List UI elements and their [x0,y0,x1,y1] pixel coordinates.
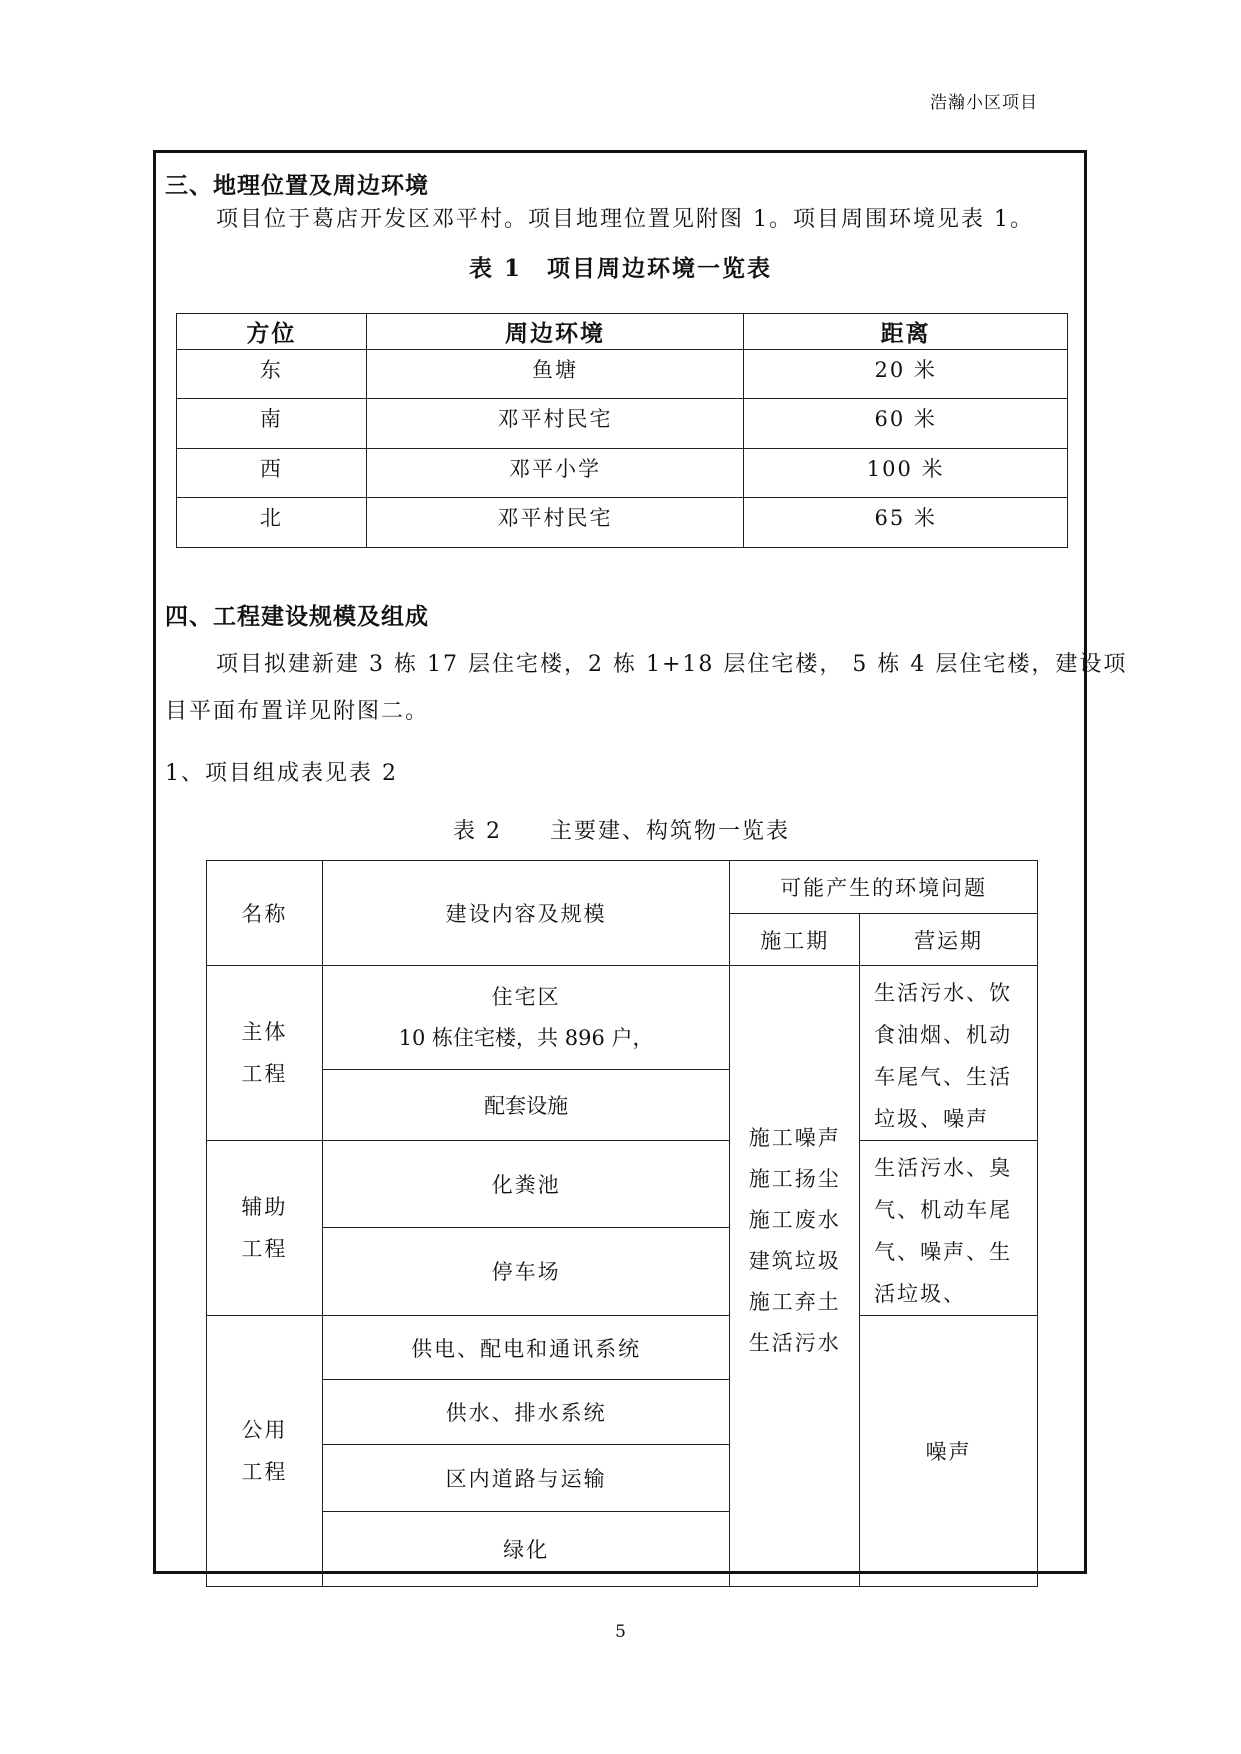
construction-issue: 生活污水 [748,1331,841,1355]
residential-area-detail: 10 栋住宅楼，共 896 户， [398,1025,654,1050]
aux-works-name-line1: 辅助 [241,1195,288,1219]
section3-text: 项目位于葛店开发区邓平村。项目地理位置见附图 1。项目周围环境见表 1。 [216,207,1034,232]
public-works-operation-cell: 噪声 [860,1316,1038,1587]
main-works-operation-cell [860,966,1038,1141]
table2-header-operation: 营运期 [860,914,1038,966]
table1-header-distance: 距离 [744,314,1068,350]
table-cell: 20 米 [744,350,1068,399]
residential-area-cell [322,966,729,1070]
main-works-name-line1: 主体 [241,1020,288,1044]
residential-area-title: 住宅区 [491,984,561,1009]
construction-issue: 施工噪声 [748,1126,841,1150]
main-works-name [207,966,323,1141]
table-cell: 西 [177,449,367,498]
table-cell: 鱼塘 [366,350,744,399]
table1-header-direction: 方位 [177,314,367,350]
table-cell: 65 米 [744,498,1068,548]
table2-header-name: 名称 [207,861,323,966]
construction-issue: 施工废水 [748,1208,841,1232]
greening-cell: 绿化 [322,1512,729,1587]
header-project-name: 浩瀚小区项目 [930,93,1038,113]
section4-title: 四、工程建设规模及组成 [165,603,429,630]
table-row [177,350,1068,399]
table2-header-content: 建设内容及规模 [322,861,729,966]
table-cell: 北 [177,498,367,548]
construction-issues-cell [730,966,860,1587]
public-works-name [207,1316,323,1587]
table-cell: 邓平小学 [366,449,744,498]
aux-works-operation-cell [860,1141,1038,1316]
page-number: 5 [615,1622,626,1642]
section4-text-line2: 目平面布置详见附图二。 [165,699,430,724]
table-row [177,449,1068,498]
surroundings-table [176,313,1068,548]
construction-issue: 施工扬尘 [748,1167,841,1191]
table-cell: 100 米 [744,449,1068,498]
operation-line: 气、噪声、生 [874,1240,1013,1264]
structures-table [206,860,1038,1587]
construction-issue: 施工弃土 [748,1290,841,1314]
septic-tank-cell: 化粪池 [322,1141,729,1228]
supporting-facilities-cell: 配套设施 [322,1070,729,1141]
operation-line: 气、机动车尾 [874,1198,1013,1222]
public-works-name-line1: 公用 [241,1418,288,1442]
table-cell: 60 米 [744,399,1068,449]
table1-header-environment: 周边环境 [366,314,744,350]
table-cell: 邓平村民宅 [366,399,744,449]
construction-issue: 建筑垃圾 [748,1249,841,1273]
section4-subheading: 1、项目组成表见表 2 [165,761,398,786]
table2-header-issues: 可能产生的环境问题 [730,861,1038,914]
section3-title: 三、地理位置及周边环境 [165,172,429,199]
operation-line: 车尾气、生活 [874,1065,1013,1089]
table2-header-row [207,861,1038,914]
table-cell: 南 [177,399,367,449]
operation-line: 垃圾、噪声 [874,1107,990,1131]
table-cell: 东 [177,350,367,399]
operation-line: 生活污水、臭 [874,1156,1013,1180]
operation-line: 生活污水、饮 [874,981,1013,1005]
section4-text-line1: 项目拟建新建 3 栋 17 层住宅楼，2 栋 1+18 层住宅楼， 5 栋 4 层住宅楼，建设项 [216,652,1128,677]
operation-line: 食油烟、机动 [874,1023,1013,1047]
operation-line: 活垃圾、 [874,1282,967,1306]
aux-works-name-line2: 工程 [241,1237,288,1261]
roads-transport-cell: 区内道路与运输 [322,1445,729,1512]
table-row [177,399,1068,449]
table2-caption: 表 2 主要建、构筑物一览表 [453,819,790,844]
parking-lot-cell: 停车场 [322,1227,729,1315]
table1-header-row [177,314,1068,350]
table1-caption: 表 1 项目周边环境一览表 [468,255,772,282]
table-row [207,1316,1038,1380]
power-telecom-cell: 供电、配电和通讯系统 [322,1316,729,1380]
water-drainage-cell: 供水、排水系统 [322,1380,729,1445]
table-row [177,498,1068,548]
table-row [207,966,1038,1070]
table2-header-construction: 施工期 [730,914,860,966]
aux-works-name [207,1141,323,1316]
table-cell: 邓平村民宅 [366,498,744,548]
table-row [207,1141,1038,1228]
public-works-name-line2: 工程 [241,1460,288,1484]
main-works-name-line2: 工程 [241,1062,288,1086]
